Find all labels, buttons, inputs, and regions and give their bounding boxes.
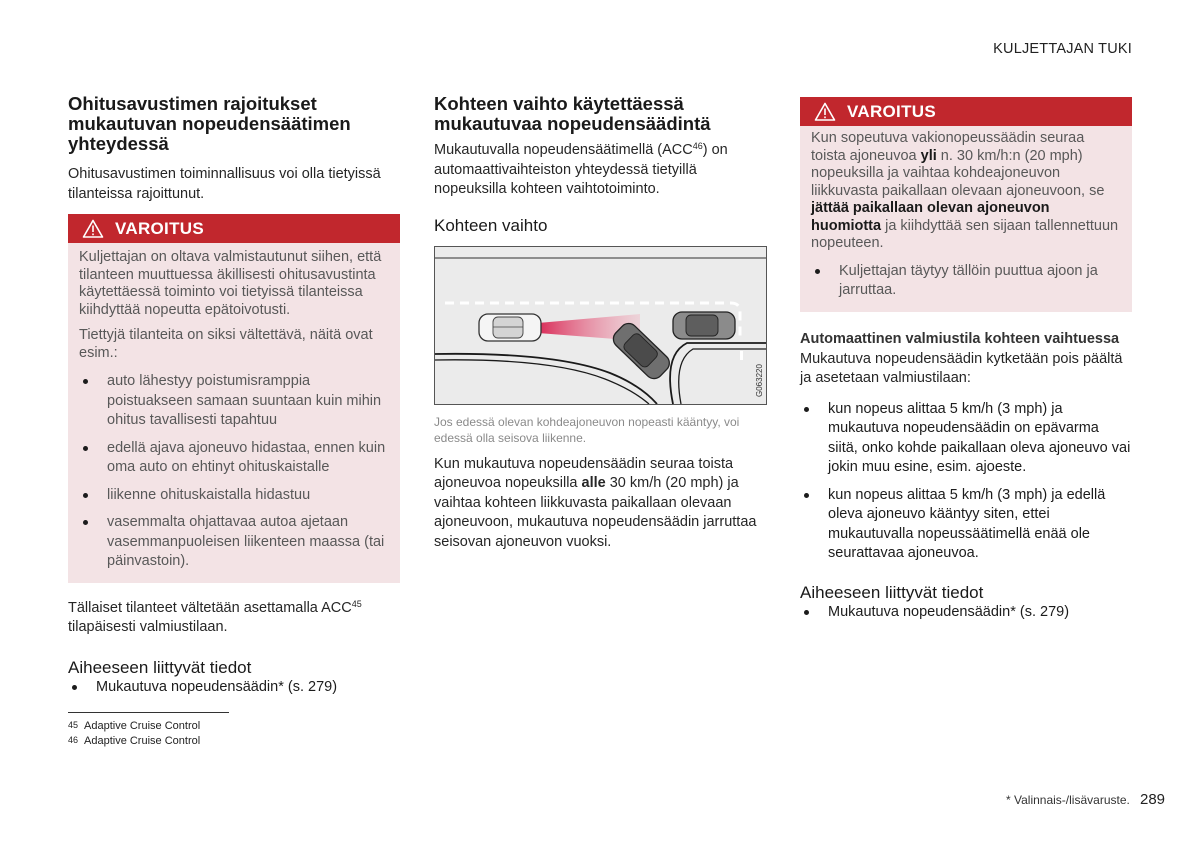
- footnotes: [68, 712, 229, 748]
- list-item: kun nopeus alittaa 5 km/h (3 mph) ja mukautuva nopeudensäädin on epävarma siitä, onko kohde paikallaan oleva ajoneuvo vai jokin muu esine, esim. ajoeste.: [800, 400, 1132, 478]
- list-item: auto lähestyy poistumisramppia poistuakseen samaan suuntaan kuin mihin ohitus tavallisesti tapahtuu: [79, 372, 389, 431]
- related-info-title: Aiheeseen liittyvät tiedot: [68, 657, 252, 677]
- target-change-body: Kun mukautuva nopeudensäädin seuraa toista ajoneuvoa nopeuksilla alle 30 km/h (20 mph) ja vaihtaa kohteen liikkuvasta paikallaan olevaan ajoneuvoon, mukautuva nopeudensäädin jarruttaa seisovan ajoneuvon vuoksi.: [434, 455, 757, 550]
- warning-paragraph: Kun sopeutuva vakionopeussäädin seuraa toista ajoneuvoa yli n. 30 km/h:n (20 mph) nopeuksilla ja vaihtaa kohdeajoneuvon liikkuvasta paikallaan olevaan ajoneuvoon, se jättää paikallaan olevan ajoneuvon huomiotta ja kiihdyttää sen sijaan tallennettuun nopeuteen.: [811, 130, 1119, 251]
- figure-caption: Jos edessä olevan kohdeajoneuvon nopeasti kääntyy, voi edessä olla seisova liikenne.: [434, 414, 740, 445]
- auto-standby-intro: Mukautuva nopeudensäädin kytketään pois päältä ja asetetaan valmiustilaan:: [800, 350, 1123, 386]
- column-target-change: [434, 94, 767, 552]
- footnote-45: 45 Adaptive Cruise Control: [68, 720, 201, 732]
- warning-situation-list: [79, 372, 389, 572]
- warning-box-limitations: [68, 214, 400, 583]
- auto-standby-title: Automaattinen valmiustila kohteen vaihtuessa: [800, 330, 1120, 347]
- footnote-ref-45[interactable]: 45: [351, 598, 362, 609]
- related-info-list: [68, 678, 400, 698]
- warning-header: [68, 214, 400, 243]
- section-title-limitations: Ohitusavustimen rajoitukset mukautuvan nopeudensäätimen yhteydessä: [68, 93, 351, 154]
- page-number: 289: [1140, 791, 1166, 808]
- target-change-illustration: [434, 246, 767, 405]
- stationary-car-icon: [673, 312, 735, 339]
- subsection-title: Kohteen vaihto: [434, 215, 548, 235]
- warning-paragraph-1: Kuljettajan on oltava valmistautunut siihen, että tilanteen muuttuessa äkillisesti ohitusavustinta käytettäessä toiminto voi tietyissä tilanteissa kiihdyttää nopeutta epätoivotusti.: [79, 249, 382, 318]
- related-link[interactable]: Mukautuva nopeudensäädin* (s. 279): [800, 603, 1132, 623]
- warning-action-list: [811, 262, 1121, 301]
- list-item: edellä ajava ajoneuvo hidastaa, ennen kuin oma auto on ehtinyt ohituskaistalle: [79, 439, 389, 478]
- related-link[interactable]: Mukautuva nopeudensäädin* (s. 279): [68, 678, 400, 698]
- column-auto-standby: [800, 97, 1132, 622]
- figure-code: G063220: [755, 363, 764, 397]
- warning-label: VAROITUS: [847, 101, 936, 121]
- optional-equipment-note: * Valinnais-/lisävaruste.: [1006, 793, 1130, 807]
- warning-triangle-icon: [814, 102, 836, 121]
- related-info-title: Aiheeseen liittyvät tiedot: [800, 582, 984, 602]
- column-limitations: [68, 94, 400, 697]
- warning-paragraph-2: Tiettyjä tilanteita on siksi vältettävä, näitä ovat esim.:: [79, 327, 373, 361]
- warning-header: [800, 97, 1132, 126]
- limitations-intro: Ohitusavustimen toiminnallisuus voi olla tietyissä tilanteissa rajoittunut.: [68, 166, 381, 202]
- warning-box-speed: [800, 97, 1132, 312]
- acc-standby-text: Tällaiset tilanteet vältetään asettamalla ACC$^{45}$ tilapäisesti valmiustilaan.: [68, 598, 362, 635]
- warning-triangle-icon: [82, 219, 104, 238]
- target-change-intro: Mukautuvalla nopeudensäätimellä (ACC$^{46}$) on automaattivaihteiston yhteydessä tietyillä nopeuksilla kohteen vaihtotoiminto.: [434, 141, 728, 197]
- section-title-target-change: Kohteen vaihto käytettäessä mukautuvaa nopeudensäädintä: [434, 93, 711, 134]
- list-item: liikenne ohituskaistalla hidastuu: [79, 486, 389, 506]
- warning-label: VAROITUS: [115, 218, 204, 238]
- related-info-list: [800, 603, 1132, 623]
- list-item: vasemmalta ohjattavaa autoa ajetaan vasemmanpuoleisen liikenteen maassa (tai päinvastoin).: [79, 513, 389, 572]
- auto-standby-list: [800, 400, 1132, 564]
- list-item: Kuljettajan täytyy tällöin puuttua ajoon ja jarruttaa.: [811, 262, 1121, 301]
- running-header: KULJETTAJAN TUKI: [993, 41, 1132, 57]
- list-item: kun nopeus alittaa 5 km/h (3 mph) ja edellä oleva ajoneuvo kääntyy siten, ettei mukautuvalla nopeussäätimellä enää ole seurattavaa ajoneuvoa.: [800, 486, 1132, 564]
- footnote-ref-46[interactable]: 46: [692, 141, 703, 151]
- footnote-46: 46 Adaptive Cruise Control: [68, 735, 201, 747]
- own-car-icon: [479, 314, 541, 341]
